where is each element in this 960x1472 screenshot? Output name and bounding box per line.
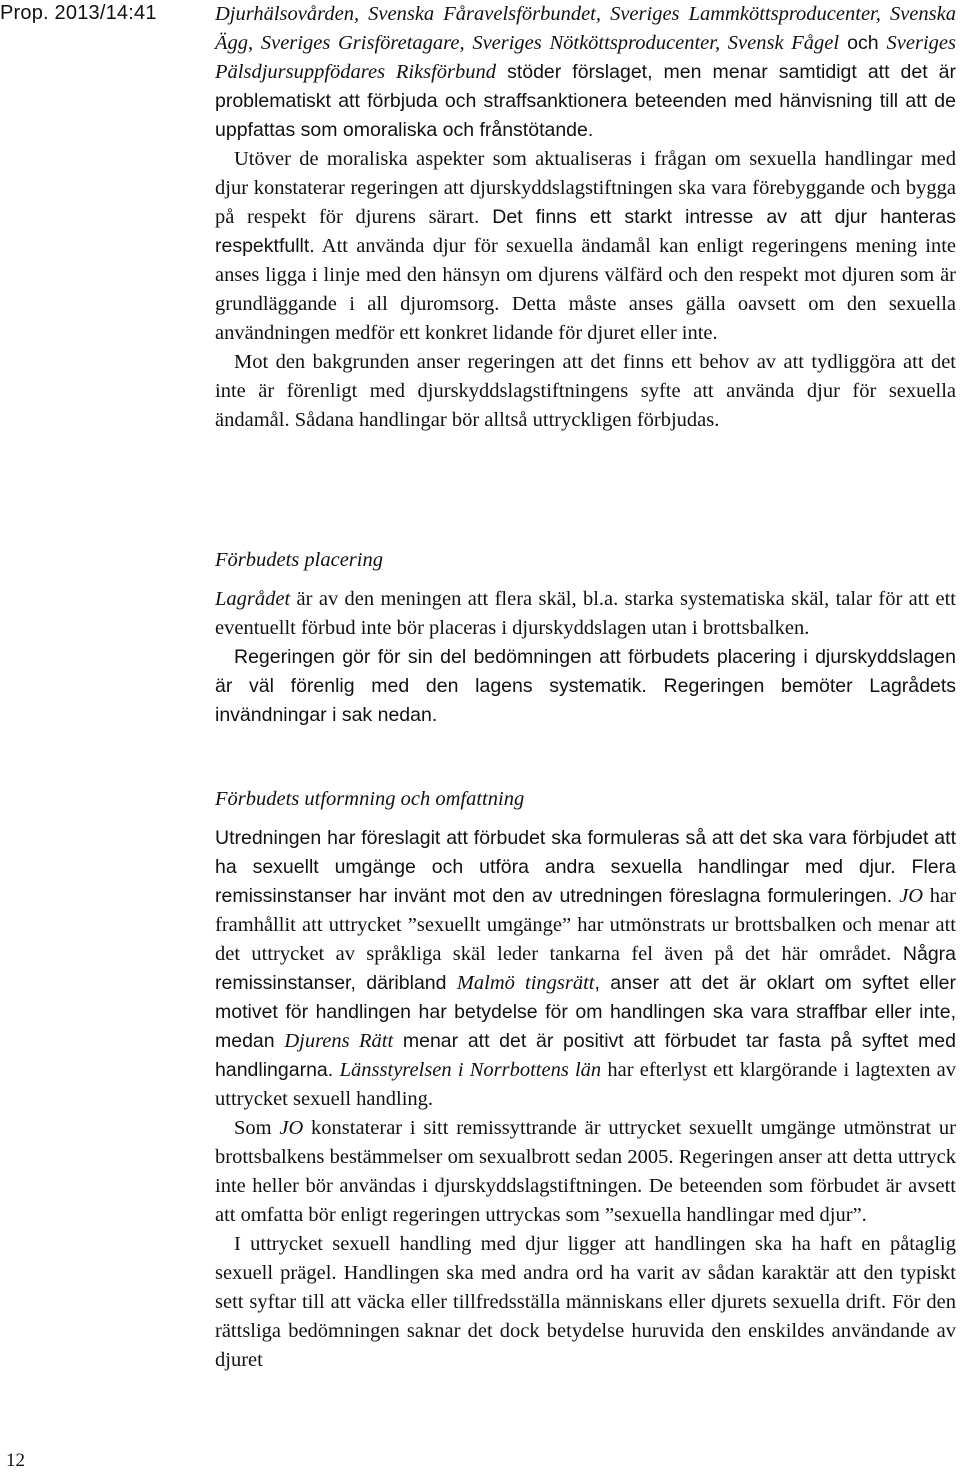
section-heading: Förbudets placering: [215, 549, 383, 571]
paragraph: Som JO konstaterar i sitt remissyttrande är uttrycket sexuellt umgänge utmönstrat ur brottsbalkens bestämmelser om sexualbrott sedan 2005. Regeringen anser att detta uttryck inte heller bör användas i djurskyddslagstiftningen. De beteenden som förbudet är avsett att omfatta bör enligt regeringen uttryckas som ”sexuella handlingar med djur”.: [215, 1117, 956, 1226]
paragraph: Djurhälsovården, Svenska Fåravelsförbundet, Sveriges Lammköttsproducenter, Svenska Ägg, Sveriges Grisföretagare, Sveriges Nötköttsproducenter, Svensk Fågel och Sveriges Pälsdjursuppfödares Riksförbund stöder förslaget, men menar samtidigt att det är problematiskt att förbjuda och straffsanktionera beteenden med hänvisning till att de uppfattas som omoraliska och frånstötande.: [215, 3, 957, 141]
paragraph: Lagrådet är av den meningen att flera skäl, bl.a. starka systematiska skäl, talar för att ett eventuellt förbud inte bör placeras i djurskyddslagen utan i brottsbalken.: [215, 588, 956, 639]
section-forbudets-placering: [215, 546, 956, 730]
paragraph: Utredningen har föreslagit att förbudet ska formuleras så att det ska vara förbjudet att ha sexuellt umgänge och utföra andra sexuella handlingar med djur. Flera remissinstanser har invänt mot den av utredningen föreslagna formuleringen. JO har framhållit att uttrycket ”sexuellt umgänge” har utmönstrats ur brottsbalken och menar att det uttrycket av språkliga skäl leder tankarna fel även på det här området. Några remissinstanser, däribland Malmö tingsrätt, anser att det är oklart om syftet eller motivet för handlingen har betydelse för om handlingen ska vara straffbar eller inte, medan Djurens Rätt menar att det är positivt att förbudet tar fasta på syftet med handlingarna. Länsstyrelsen i Norrbottens län har efterlyst ett klargörande i lagtexten av uttrycket sexuell handling.: [215, 827, 956, 1110]
section-intro: [215, 0, 956, 435]
paragraph: Mot den bakgrunden anser regeringen att det finns ett behov av att tydliggöra att det inte är förenligt med djurskyddslagstiftningens syfte att använda djur för sexuella ändamål. Sådana handlingar bör alltså uttryckligen förbjudas.: [215, 351, 956, 431]
org-name: Sveriges Pälsdjursuppfödares Riksförbund: [215, 32, 956, 83]
section-forbudets-utformning: [215, 785, 956, 1375]
running-head: Prop. 2013/14:41: [0, 2, 157, 24]
paragraph: I uttrycket sexuell handling med djur ligger att handlingen ska ha haft en påtaglig sexuell prägel. Handlingen ska med andra ord ha varit av sådan karaktär att den typiskt sett syftar till att väcka eller tillfredsställa människans eller djurets sexuella drift. För den rättsliga bedömningen saknar det dock betydelse huruvida den enskildes användande av djuret: [215, 1233, 956, 1371]
page-number: 12: [6, 1450, 25, 1471]
paragraph: Regeringen gör för sin del bedömningen att förbudets placering i djurskyddslagen är väl förenlig med den lagens systematik. Regeringen bemöter Lagrådets invändningar i sak nedan.: [215, 646, 956, 726]
paragraph: Utöver de moraliska aspekter som aktualiseras i frågan om sexuella handlingar med djur konstaterar regeringen att djurskyddslagstiftningen ska vara förebyggande och bygga på respekt för djurens särart. Det finns ett starkt intresse av att djur hanteras respektfullt. Att använda djur för sexuella ändamål kan enligt regeringens mening inte anses ligga i linje med den hänsyn om djurens välfärd och den respekt mot djuren som är grundläggande i all djuromsorg. Detta måste anses gälla oavsett om den sexuella användningen medför ett konkret lidande för djuret eller inte.: [215, 148, 957, 344]
section-heading: Förbudets utformning och omfattning: [215, 788, 525, 810]
org-list: Djurhälsovården, Svenska Fåravelsförbundet, Sveriges Lammköttsproducenter, Svenska Ägg, Sveriges Grisföretagare, Sveriges Nötköttsproducenter, Svensk Fågel: [215, 3, 956, 54]
